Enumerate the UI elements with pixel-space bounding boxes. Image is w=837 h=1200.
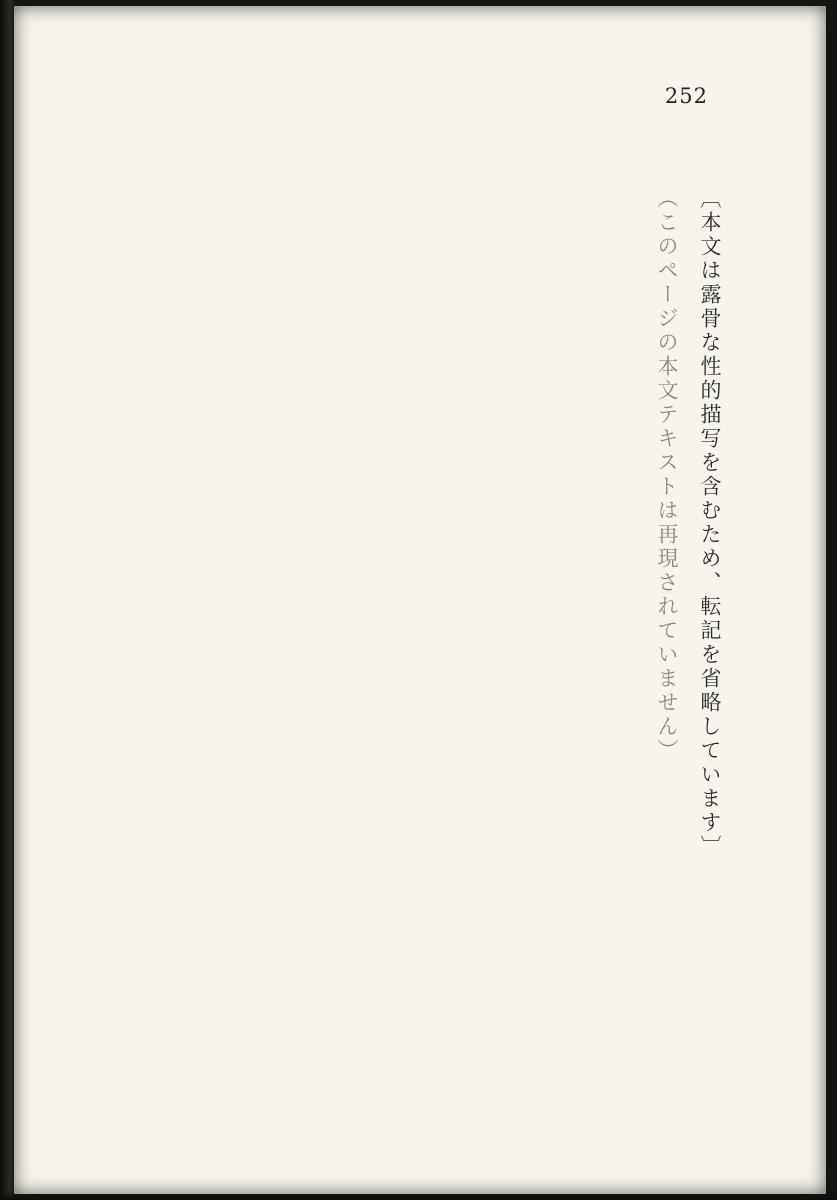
body-text-block [91,166,731,1096]
redacted-body-text: 〔本文は露骨な性的描写を含むため、転記を省略しています〕 [698,187,722,859]
page-number: 252 [664,84,708,108]
redaction-note: （このページの本文テキストは再現されていません） [654,187,679,763]
book-page [14,6,826,1194]
